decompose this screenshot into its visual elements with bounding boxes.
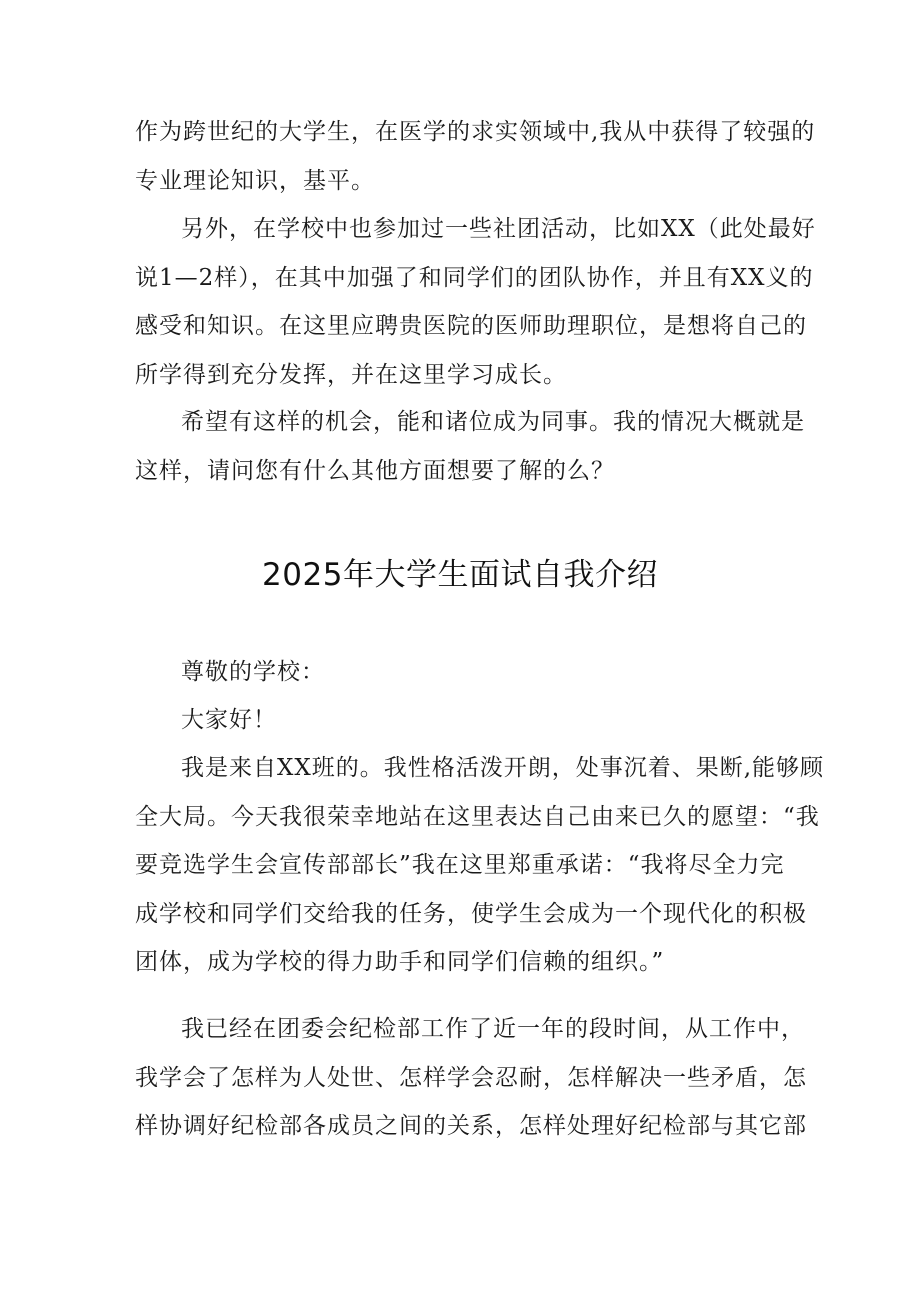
- text-line: 我已经在团委会纪检部工作了近一年的段时间，从工作中，: [181, 1016, 805, 1042]
- text-line: 样协调好纪检部各成员之间的关系，怎样处理好纪检部与其它部: [135, 1113, 807, 1139]
- text-line: 希望有这样的机会，能和诸位成为同事。我的情况大概就是: [181, 409, 805, 435]
- text-line: 我是来自XX班的。我性格活泼开朗，处事沉着、果断,能够顾: [181, 755, 825, 781]
- body-paragraph-2: [135, 1005, 807, 1151]
- text-line: 这样，请问您有什么其他方面想要了解的么？: [135, 457, 615, 484]
- document-title: 2025年大学生面试自我介绍: [262, 557, 658, 593]
- greeting-text: 大家好！: [181, 707, 277, 733]
- text-line: 感受和知识。在这里应聘贵医院的医师助理职位，是想将自己的: [135, 313, 807, 339]
- text-line: 团体，成为学校的得力助手和同学们信赖的组织。”: [135, 949, 665, 975]
- text-line: 作为跨世纪的大学生，在医学的求实领域中,我从中获得了较强的: [135, 119, 816, 145]
- top-paragraph-2: [135, 205, 816, 399]
- text-line: 要竞选学生会宣传部部长”我在这里郑重承诺：“我将尽全力完: [135, 852, 785, 878]
- text-line: 说1—2样），在其中加强了和同学们的团队协作，并且有XX义的: [135, 264, 814, 291]
- salutation-text: 尊敬的学校：: [181, 659, 325, 685]
- text-line: 另外，在学校中也参加过一些社团活动，比如XX（此处最好: [181, 216, 816, 242]
- text-line: 成学校和同学们交给我的任务，使学生会成为一个现代化的积极: [135, 900, 807, 927]
- greeting: [135, 696, 795, 745]
- salutation: [135, 648, 795, 697]
- text-line: 我学会了怎样为人处世、怎样学会忍耐，怎样解决一些矛盾，怎: [135, 1064, 807, 1091]
- top-paragraph-1: [135, 108, 816, 205]
- body-paragraph-1: [135, 744, 825, 987]
- text-line: 所学得到充分发挥，并在这里学习成长。: [135, 361, 567, 388]
- text-line: 专业理论知识，基平。: [135, 167, 375, 194]
- text-line: 全大局。今天我很荣幸地站在这里表达自己由来已久的愿望：“我: [135, 803, 820, 830]
- top-paragraph-3: [135, 398, 805, 495]
